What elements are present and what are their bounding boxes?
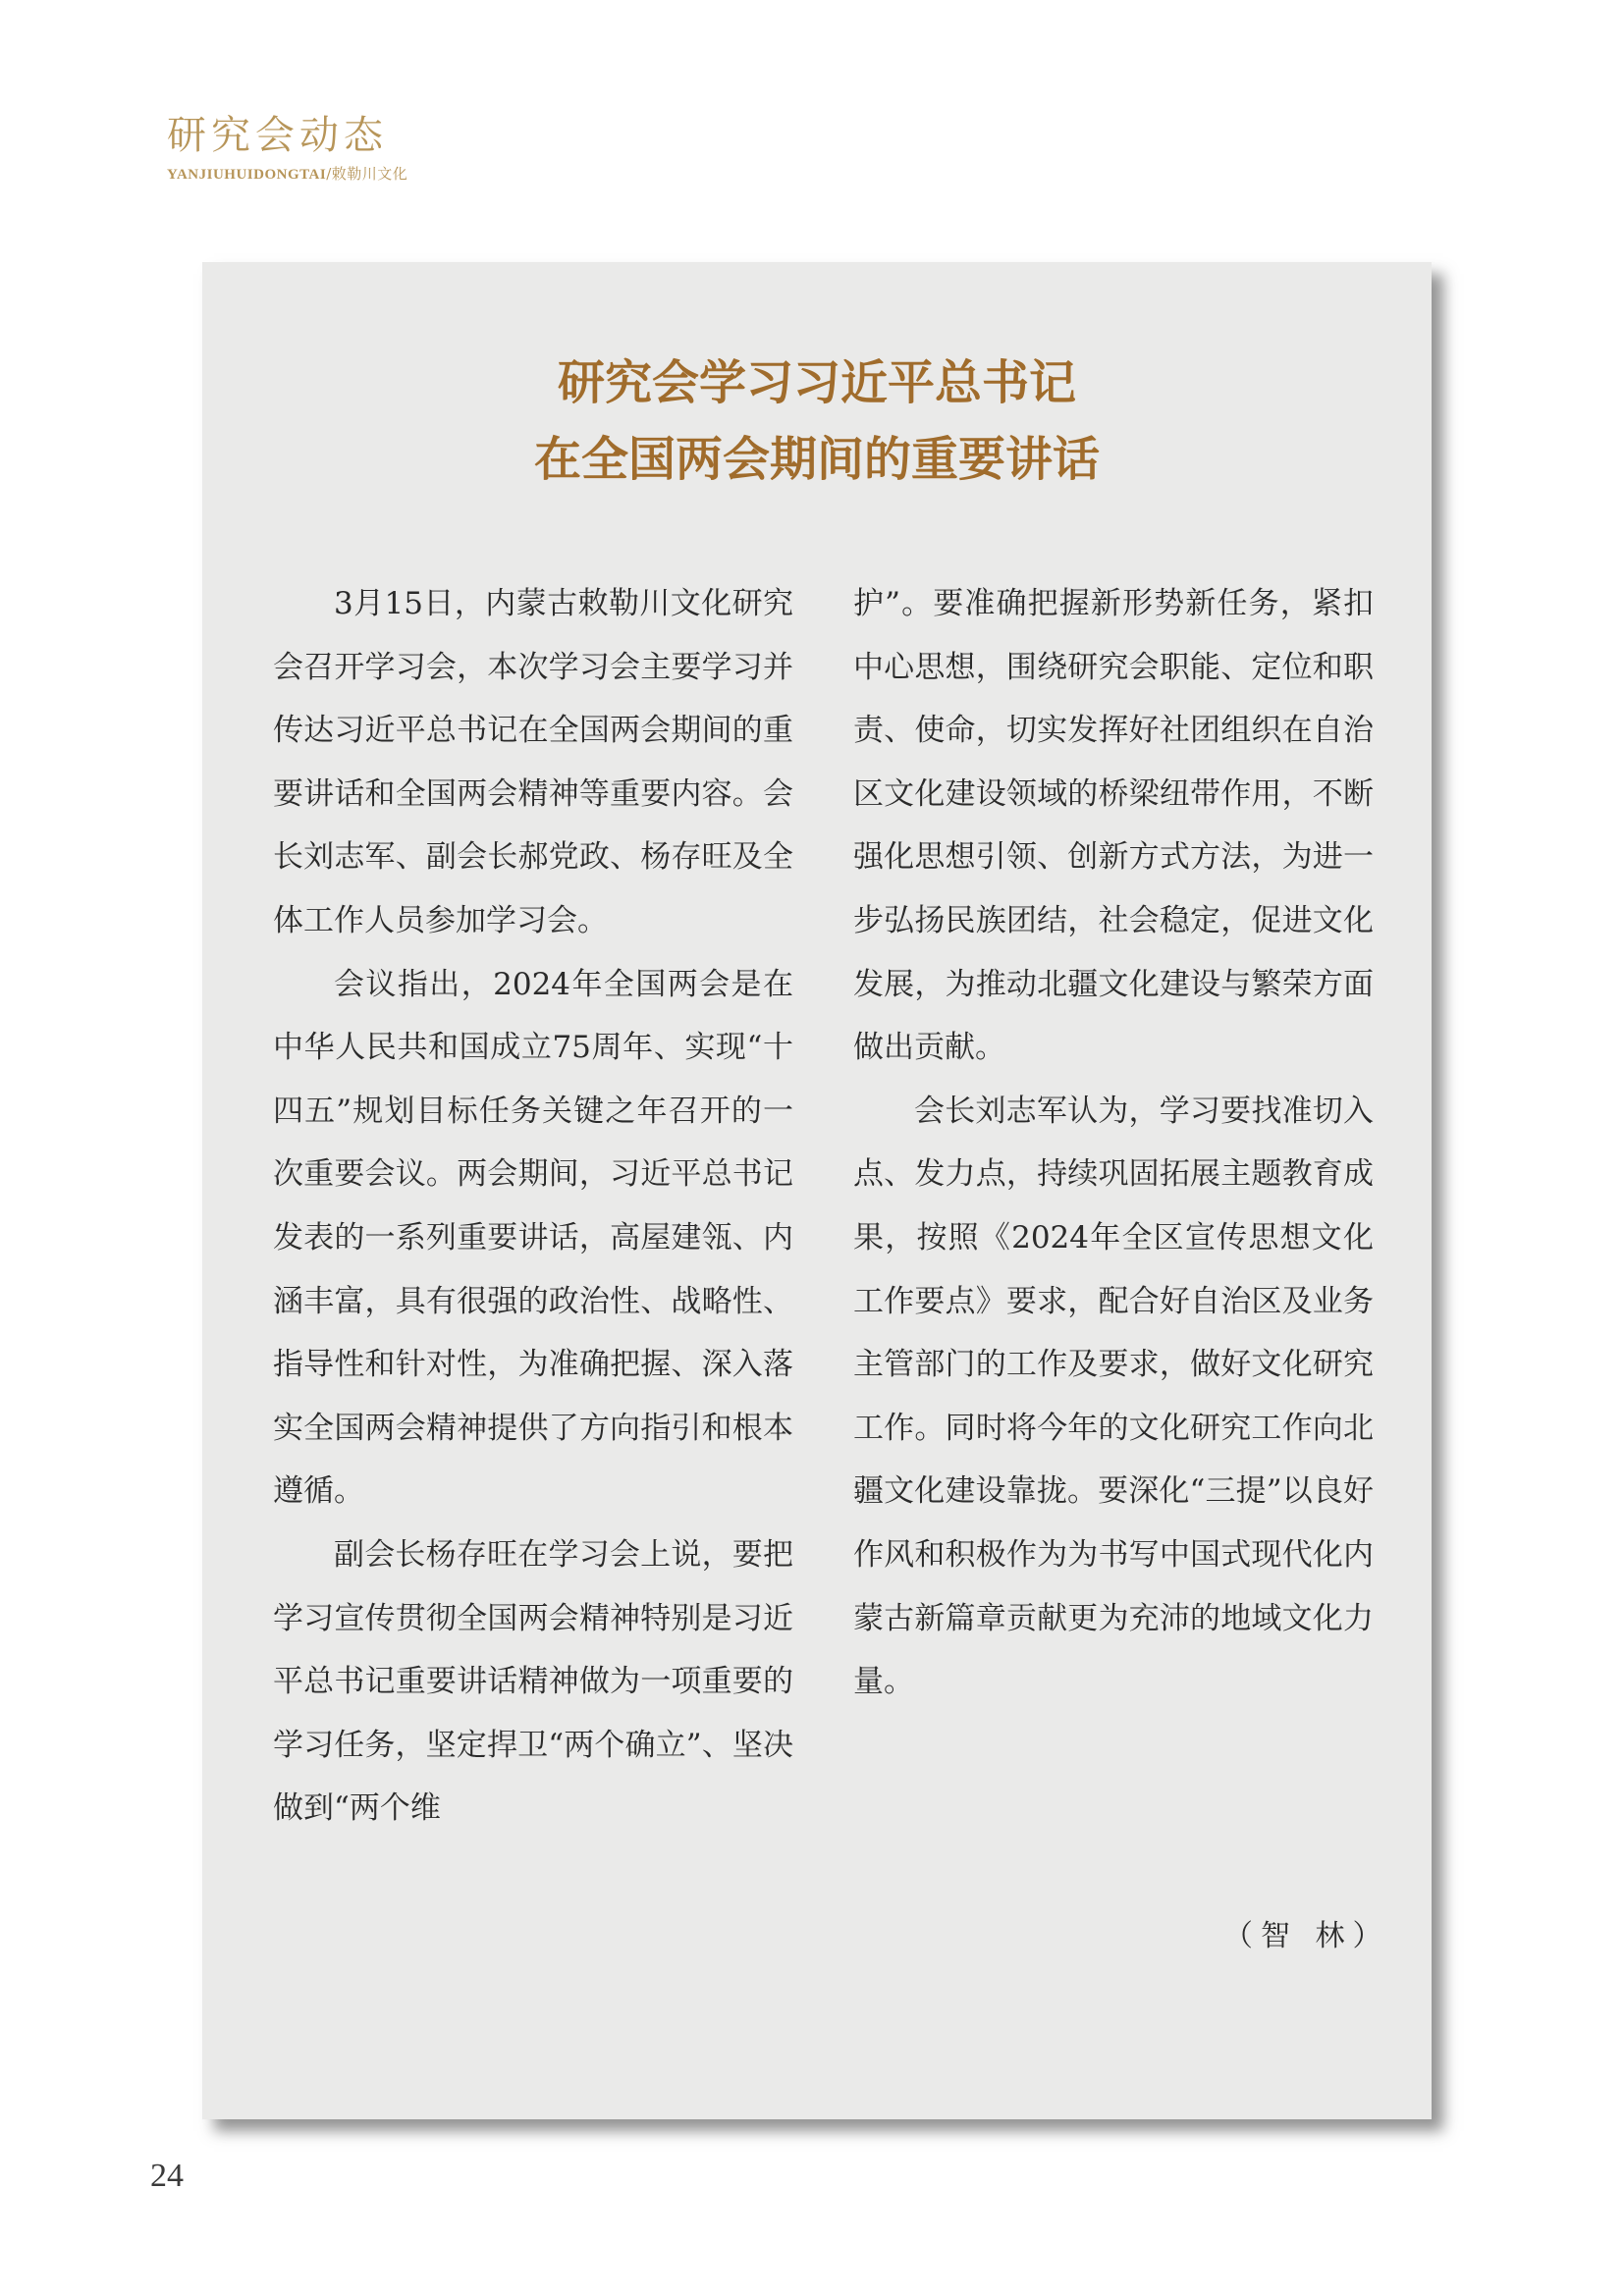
section-subtitle-en: YANJIUHUIDONGTAI <box>167 167 327 183</box>
article-title-line-1: 研究会学习习近平总书记 <box>557 355 1076 410</box>
section-subtitle-cn: 敕勒川文化 <box>331 165 408 183</box>
section-title: 研究会动态 <box>167 113 388 158</box>
article-left-column <box>273 572 793 1841</box>
article-right-column <box>853 572 1374 1714</box>
section-subtitle <box>167 167 407 183</box>
paragraph: 会议指出，2024年全国两会是在中华人民共和国成立75周年、实现“十四五”规划目标任务关键之年召开的一次重要会议。两会期间，习近平总书记发表的一系列重要讲话，高屋建瓴、内涵丰富，具有很强的政治性、战略性、指导性和针对性，为准确把握、深入落实全国两会精神提供了方向指引和根本遵循。 <box>273 966 793 1510</box>
author-signature: （智 林） <box>1223 1919 1390 1953</box>
paragraph: 副会长杨存旺在学习会上说，要把学习宣传贯彻全国两会精神特别是习近平总书记重要讲话精神做为一项重要的学习任务，坚定捍卫“两个确立”、坚决做到“两个维 <box>273 1536 793 1827</box>
article-title <box>202 345 1432 498</box>
page-number: 24 <box>150 2158 184 2194</box>
article-title-line-2: 在全国两会期间的重要讲话 <box>533 432 1100 487</box>
section-header <box>167 113 408 183</box>
article-card <box>202 262 1432 2119</box>
paragraph-continuation: 护”。要准确把握新形势新任务，紧扣中心思想，围绕研究会职能、定位和职责、使命，切实发挥好社团组织在自治区文化建设领域的桥梁纽带作用，不断强化思想引领、创新方式方法，为进一步弘扬民族团结，社会稳定，促进文化发展，为推动北疆文化建设与繁荣方面做出贡献。 <box>853 586 1374 1066</box>
paragraph: 3月15日，内蒙古敕勒川文化研究会召开学习会，本次学习会主要学习并传达习近平总书记在全国两会期间的重要讲话和全国两会精神等重要内容。会长刘志军、副会长郝党政、杨存旺及全体工作人员参加学习会。 <box>273 586 793 938</box>
paragraph: 会长刘志军认为，学习要找准切入点、发力点，持续巩固拓展主题教育成果，按照《2024年全区宣传思想文化工作要点》要求，配合好自治区及业务主管部门的工作及要求，做好文化研究工作。同时将今年的文化研究工作向北疆文化建设靠拢。要深化“三提”以良好作风和积极作为为书写中国式现代化内蒙古新篇章贡献更为充沛的地域文化力量。 <box>853 1093 1374 1700</box>
section-subtitle-separator: / <box>326 165 332 183</box>
